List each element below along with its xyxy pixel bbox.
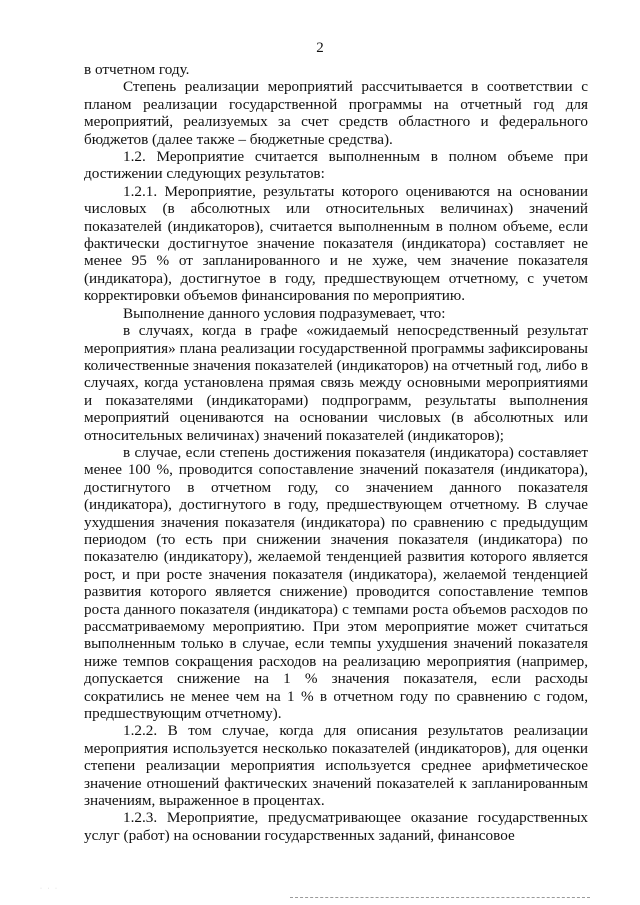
paragraph-condition-2: в случае, если степень достижения показателя (индикатора) составляет менее 100 %, проводится сопоставление значений показателя (индикатора), достигнутого в отчетном году, со значением данного показателя (индикатора), достигнутого в году, предшествующем отчетному. В случае ухудшения значения показателя (индикатора) по сравнению с предыдущим периодом (то есть при снижении значения показателя (индикатора) по показателю (индикатору), желаемой тенденцией развития которого является рост, и при росте значения показателя (индикатора), желаемой тенденцией развития которого является снижение) проводится сопоставление темпов роста данного показателя (индикатора) с темпами роста объемов расходов по рассматриваемому мероприятию. При этом мероприятие может считаться выполненным только в случае, если темпы ухудшения значений показателя ниже темпов сокращения расходов на реализацию мероприятия (например, допускается снижение на 1 % значения показателя, если расходы сократились не менее чем на 1 % в отчетном году по сравнению с годом, предшествующим отчетному). — [84, 443, 588, 723]
paragraph-implementation-degree: Степень реализации мероприятий рассчитывается в соответствии с планом реализации государственной программы на отчетный год для мероприятий, реализуемых за счет средств областного и федерального бюджетов (далее также – бюджетные средства). — [84, 78, 588, 148]
document-body — [84, 61, 588, 844]
paragraph-section-1-2-1: 1.2.1. Мероприятие, результаты которого оцениваются на основании числовых (в абсолютных или относительных величинах) значений показателей (индикаторов), считается выполненным в полном объеме, если фактически достигнутое значение показателя (индикатора) составляет не менее 95 % от запланированного и не хуже, чем значение показателя (индикатора), достигнутое в году, предшествующем отчетному, с учетом корректировки объемов финансирования по мероприятию. — [84, 182, 588, 305]
footer-rule — [290, 897, 590, 898]
paragraph-section-1-2: 1.2. Мероприятие считается выполненным в полном объеме при достижении следующих результатов: — [84, 148, 588, 183]
paragraph-continuation: в отчетном году. — [84, 61, 190, 78]
page-number: 2 — [316, 40, 324, 56]
paragraph-section-1-2-3: 1.2.3. Мероприятие, предусматривающее оказание государственных услуг (работ) на основании государственных заданий, финансовое — [84, 809, 588, 844]
paragraph-condition-intro: Выполнение данного условия подразумевает, что: — [123, 304, 446, 322]
paragraph-condition-1: в случаях, когда в графе «ожидаемый непосредственный результат мероприятия» плана реализации государственной программы зафиксированы количественные значения показателей (индикаторов) на отчетный год, либо в случаях, когда установлена прямая связь между основными мероприятиями и показателями (индикаторами) подпрограмм, результаты выполнения мероприятий оцениваются на основании числовых (в абсолютных или относительных величинах) значений показателей (индикаторов); — [84, 322, 588, 444]
paragraph-section-1-2-2: 1.2.2. В том случае, когда для описания результатов реализации мероприятия используется несколько показателей (индикаторов), для оценки степени реализации мероприятия используется среднее арифметическое значение отношений фактических значений показателей к запланированным значениям, выраженное в процентах. — [84, 722, 588, 810]
scan-artifact: · · · — [40, 886, 59, 892]
